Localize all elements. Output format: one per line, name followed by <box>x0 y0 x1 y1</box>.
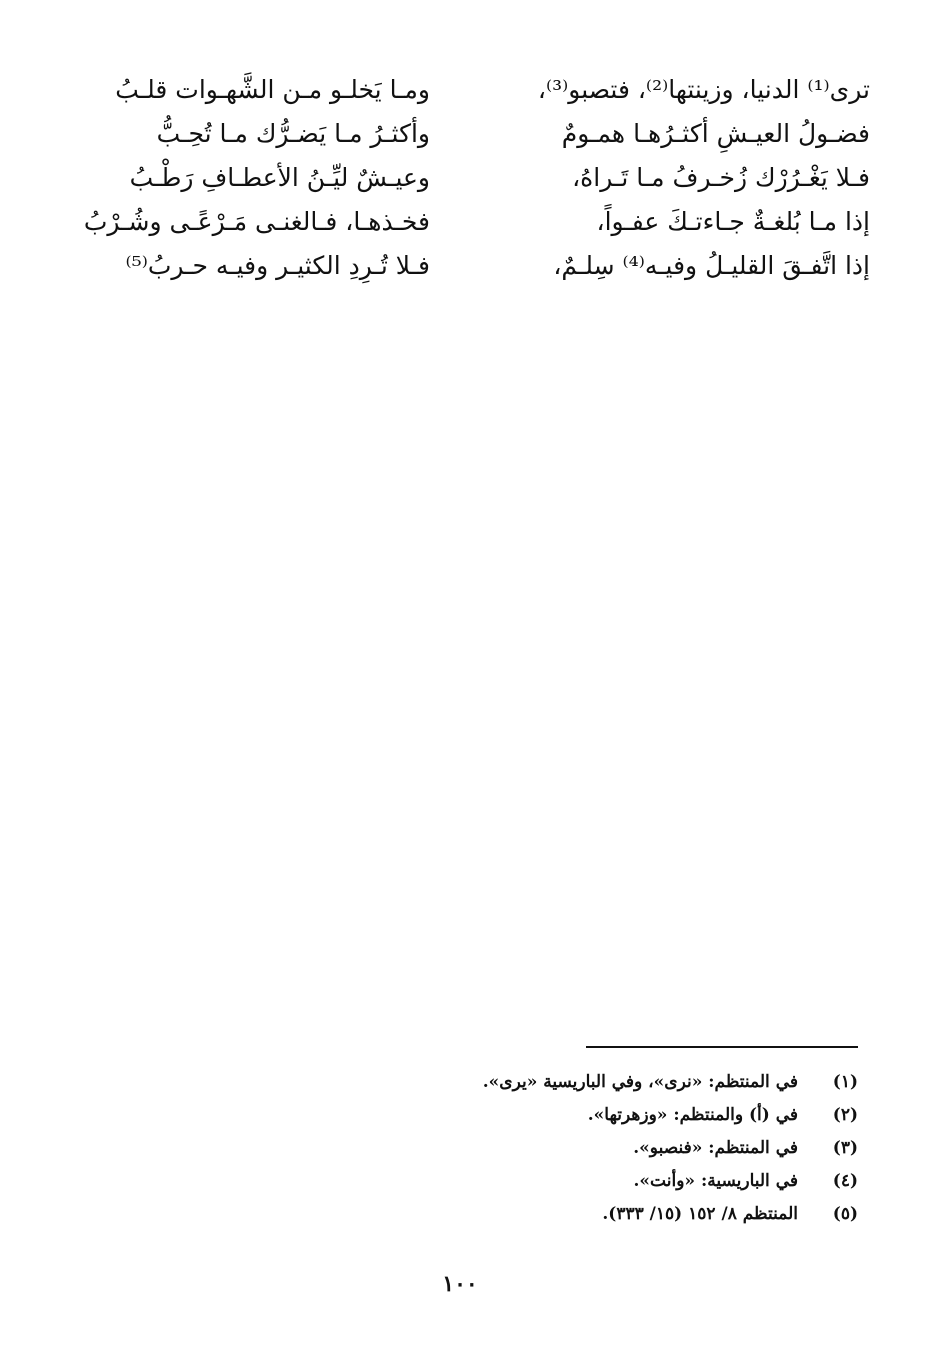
verse-1 <box>40 68 870 112</box>
footnotes <box>388 1066 858 1231</box>
verse-4-second-hemistich: فخـذهـا، فـالغنـى مَـرْعًـى وشُـرْبُ <box>83 207 430 236</box>
footnote-number: (٤) <box>832 1171 858 1191</box>
footnote-text: في المنتظم: «نرى»، وفي الباريسية «يرى». <box>482 1072 798 1092</box>
verse-3-second-hemistich: وعيـشٌ ليِّـنُ الأعطـافِ رَطْـبُ <box>129 163 430 192</box>
verse-5 <box>40 244 870 288</box>
verse-1-first-hemistich: ترى⁽¹⁾ الدنيا، وزينتها⁽²⁾، فتصبو⁽³⁾، <box>537 75 870 104</box>
verse-5-second-hemistich: فـلا تُـرِدِ الكثيـر وفيـه حـربُ⁽⁵⁾ <box>125 251 430 280</box>
footnote-number: (٢) <box>832 1105 858 1125</box>
footnote-text: في المنتظم: «فنصبو». <box>633 1138 798 1158</box>
footnote-1 <box>388 1066 858 1099</box>
footnote-text: في (أ) والمنتظم: «وزهرتها». <box>587 1105 798 1125</box>
footnote-number: (١) <box>832 1072 858 1092</box>
footnote-text: المنتظم ٨/ ١٥٢ (١٥/ ٣٣٣). <box>602 1204 798 1224</box>
footnote-number: (٥) <box>832 1204 858 1224</box>
verse-4 <box>40 200 870 244</box>
footnote-3 <box>388 1132 858 1165</box>
verse-3-first-hemistich: فـلا يَغْـرُرْك زُخـرفُ مـا تَـراهُ، <box>572 163 870 192</box>
footnote-number: (٣) <box>832 1138 858 1158</box>
verse-2-first-hemistich: فضـولُ العيـشِ أكثـرُهـا همـومٌ <box>561 119 870 148</box>
verse-3 <box>40 156 870 200</box>
verse-4-first-hemistich: إذا مـا بُلغـةٌ جـاءتـكَ عفـواً، <box>596 207 870 236</box>
page-number: ١٠٠ <box>442 1271 478 1297</box>
footnote-divider <box>586 1046 858 1048</box>
footnote-4 <box>388 1165 858 1198</box>
verse-5-first-hemistich: إذا اتَّفـقَ القليـلُ وفيـه⁽⁴⁾ سِلـمٌ، <box>553 251 870 280</box>
footnote-text: في الباريسية: «وأنت». <box>633 1171 798 1191</box>
poem <box>40 68 870 288</box>
verse-1-second-hemistich: ومـا يَخلـو مـن الشَّهـوات قلـبُ <box>115 75 430 104</box>
footnote-5 <box>388 1198 858 1231</box>
footnote-2 <box>388 1099 858 1132</box>
verse-2-second-hemistich: وأكثـرُ مـا يَضـرُّك مـا تُحِـبُّ <box>156 119 430 148</box>
verse-2 <box>40 112 870 156</box>
